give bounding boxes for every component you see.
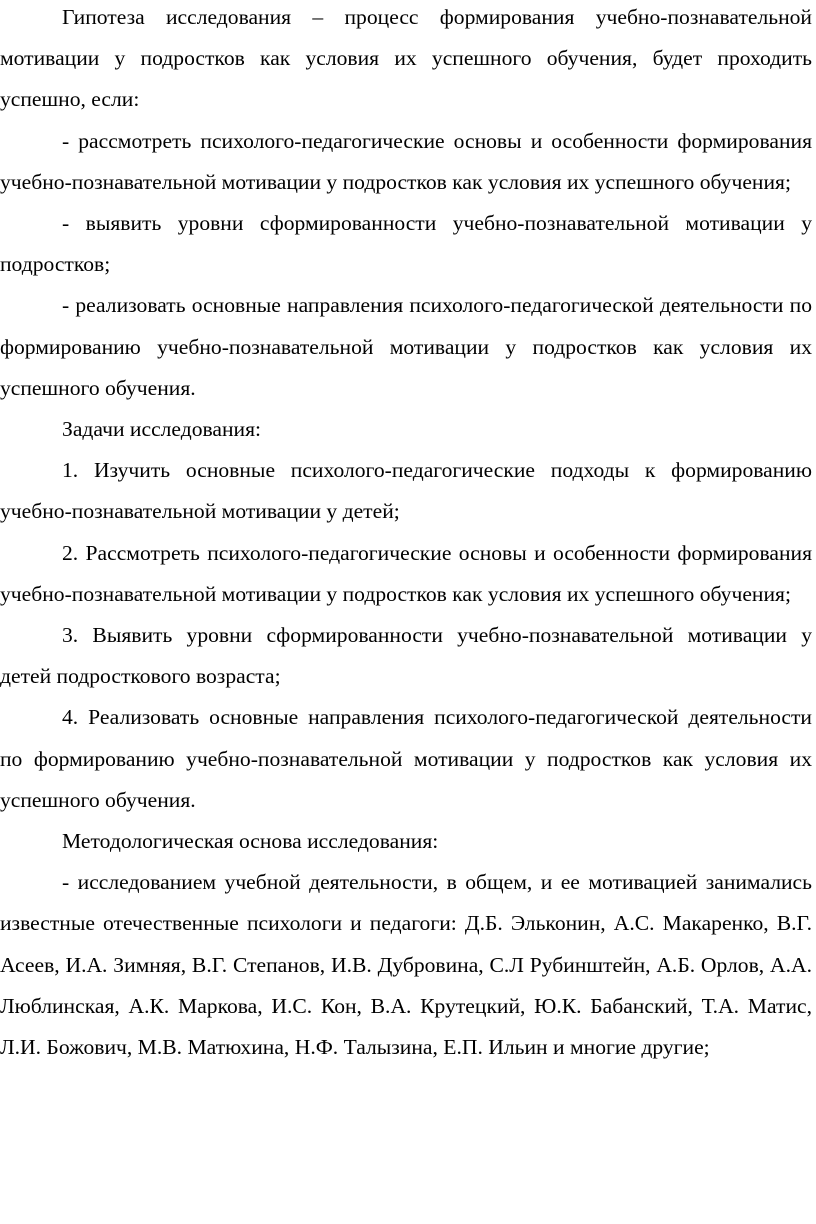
methodology-item-1: - исследованием учебной деятельности, в общем, и ее мотивацией занимались известные отечественные психологи и педагоги: Д.Б. Эльконин, А.С. Макаренко, В.Г. Асеев, И.А. Зимняя, В.Г. Степанов, И.В. Дубровина, С.Л Рубинштейн, А.Б. Орлов, А.А. Люблинская, А.К. Маркова, И.С. Кон, В.А. Крутецкий, Ю.К. Бабанский, Т.А. Матис, Л.И. Божович, М.В. Матюхина, Н.Ф. Талызина, Е.П. Ильин и многие другие; bbox=[0, 870, 812, 1060]
tasks-heading: Задачи исследования: bbox=[62, 417, 262, 442]
task-item-4: 4. Реализовать основные направления психолого-педагогической деятельности по формированию учебно-познавательной мотивации у подростков как условия их успешного обучения. bbox=[0, 705, 812, 812]
task-item-1: 1. Изучить основные психолого-педагогические подходы к формированию учебно-познавательной мотивации у детей; bbox=[0, 458, 812, 524]
hypothesis-item-3: - реализовать основные направления психолого-педагогической деятельности по формированию учебно-познавательной мотивации у подростков как условия их успешного обучения. bbox=[0, 293, 812, 400]
task-item-3: 3. Выявить уровни сформированности учебно-познавательной мотивации у детей подросткового возраста; bbox=[0, 623, 812, 689]
hypothesis-item-2: - выявить уровни сформированности учебно-познавательной мотивации у подростков; bbox=[0, 211, 812, 277]
task-item-2: 2. Рассмотреть психолого-педагогические основы и особенности формирования учебно-познавательной мотивации у подростков как условия их успешного обучения; bbox=[0, 540, 812, 606]
hypothesis-paragraph: Гипотеза исследования – процесс формирования учебно-познавательной мотивации у подростков как условия их успешного обучения, будет проходить успешно, если: bbox=[0, 5, 812, 112]
hypothesis-item-1: - рассмотреть психолого-педагогические основы и особенности формирования учебно-познавательной мотивации у подростков как условия их успешного обучения; bbox=[0, 128, 812, 194]
methodology-heading: Методологическая основа исследования: bbox=[62, 829, 439, 854]
